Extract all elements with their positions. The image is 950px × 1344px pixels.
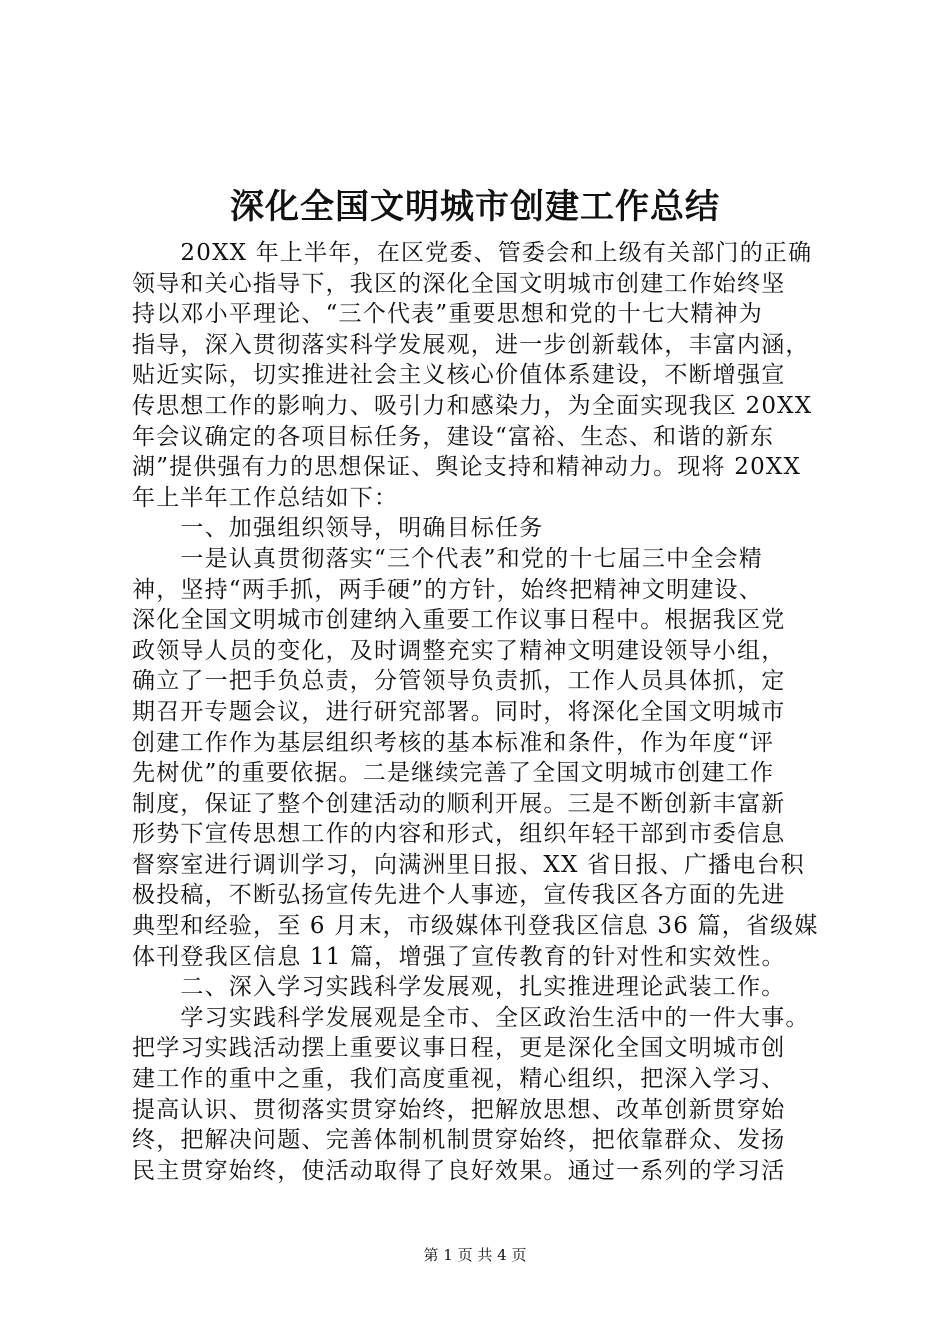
text-line: 指导，深入贯彻落实科学发展观，进一步创新载体，丰富内涵，	[132, 331, 810, 358]
text-line: 神，坚持“两手抓，两手硬”的方针，始终把精神文明建设、	[132, 576, 763, 603]
document-title: 深化全国文明城市创建工作总结	[230, 187, 720, 227]
text-line: 贴近实际，切实推进社会主义核心价值体系建设，不断增强宣	[132, 362, 786, 389]
document-body	[132, 238, 852, 1186]
text-line: 政领导人员的变化，及时调整充实了精神文明建设领导小组，	[132, 637, 786, 664]
text-line: 体刊登我区信息 11 篇，增强了宣传教育的针对性和实效性。	[132, 943, 786, 970]
text-line: 二、深入学习实践科学发展观，扎实推进理论武装工作。	[132, 974, 786, 1001]
text-line: 年会议确定的各项目标任务，建设“富裕、生态、和谐的新东	[132, 423, 775, 450]
text-line: 一是认真贯彻落实“三个代表”和党的十七届三中全会精	[132, 545, 763, 572]
text-line: 20XX 年上半年，在区党委、管委会和上级有关部门的正确	[132, 240, 813, 266]
text-line: 深化全国文明城市创建纳入重要工作议事日程中。根据我区党	[132, 607, 786, 634]
text-line: 典型和经验，至 6 月末，市级媒体刊登我区信息 36 篇，省级媒	[132, 913, 819, 940]
text-line: 湖”提供强有力的思想保证、舆论支持和精神动力。现将 20XX	[132, 454, 802, 481]
text-line: 终，把解决问题、完善体制机制贯穿始终，把依靠群众、发扬	[132, 1127, 786, 1154]
text-line: 年上半年工作总结如下：	[132, 484, 399, 511]
text-line: 建工作的重中之重，我们高度重视，精心组织，把深入学习、	[132, 1066, 786, 1093]
text-line: 把学习实践活动摆上重要议事日程，更是深化全国文明城市创	[132, 1035, 786, 1062]
text-line: 先树优”的重要依据。二是继续完善了全国文明城市创建工作	[132, 760, 775, 787]
text-line: 形势下宣传思想工作的内容和形式，组织年轻干部到市委信息	[132, 821, 786, 848]
text-line: 民主贯穿始终，使活动取得了良好效果。通过一系列的学习活	[132, 1157, 786, 1184]
text-line: 一、加强组织领导，明确目标任务	[132, 515, 544, 542]
page-footer: 第 1 页 共 4 页	[423, 1246, 527, 1264]
text-line: 学习实践科学发展观是全市、全区政治生活中的一件大事。	[132, 1004, 810, 1031]
text-line: 督察室进行调训学习，向满洲里日报、XX 省日报、广播电台积	[132, 851, 805, 878]
text-line: 传思想工作的影响力、吸引力和感染力，为全面实现我区 20XX	[132, 392, 813, 419]
text-line: 期召开专题会议，进行研究部署。同时，将深化全国文明城市	[132, 698, 786, 725]
text-line: 提高认识、贯彻落实贯穿始终，把解放思想、改革创新贯穿始	[132, 1096, 786, 1123]
text-line: 极投稿，不断弘扬宣传先进个人事迹，宣传我区各方面的先进	[132, 882, 786, 909]
text-line: 持以邓小平理论、“三个代表”重要思想和党的十七大精神为	[132, 301, 763, 328]
text-line: 领导和关心指导下，我区的深化全国文明城市创建工作始终坚	[132, 270, 786, 297]
text-line: 确立了一把手负总责，分管领导负责抓，工作人员具体抓，定	[132, 668, 786, 695]
text-line: 创建工作作为基层组织考核的基本标准和条件，作为年度“评	[132, 729, 775, 756]
text-line: 制度，保证了整个创建活动的顺利开展。三是不断创新丰富新	[132, 790, 786, 817]
